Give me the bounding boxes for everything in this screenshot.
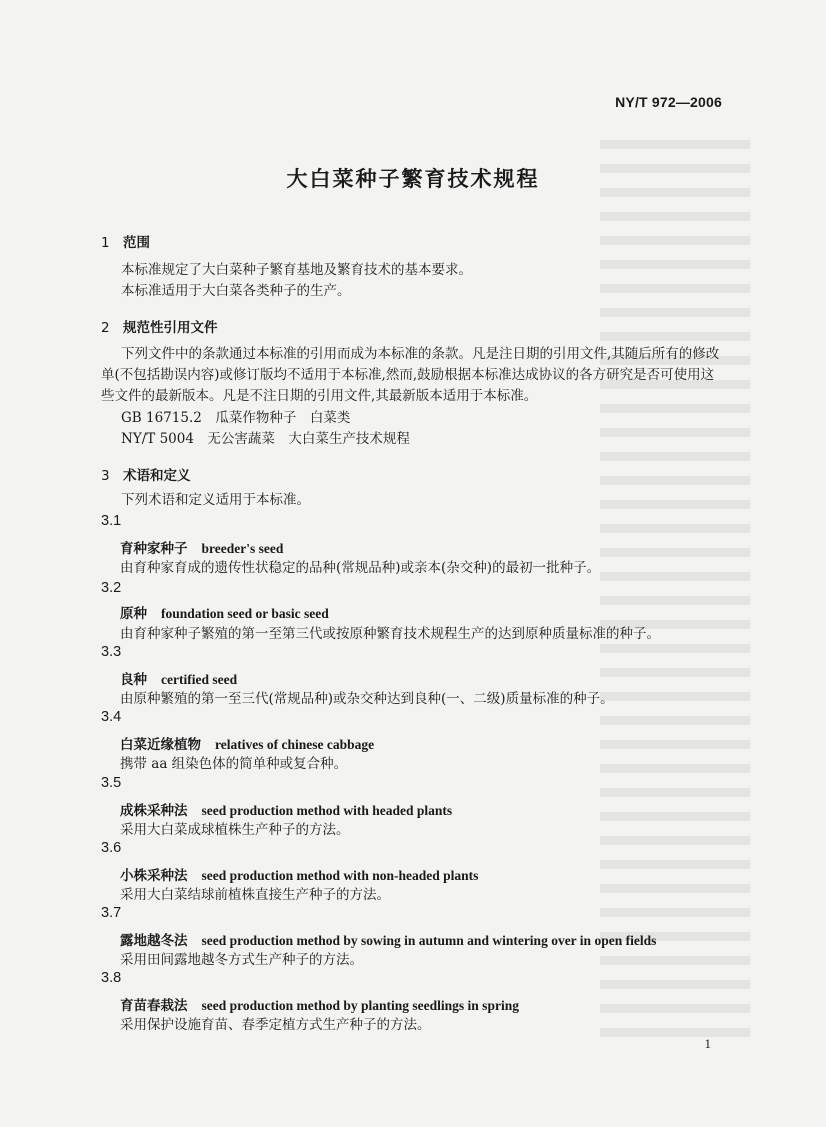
bleed-through-texture xyxy=(600,140,750,1040)
term-number: 3.2 xyxy=(101,580,122,596)
term-chinese: 原种 xyxy=(120,606,147,622)
paragraph: 本标准适用于大白菜各类种子的生产。 xyxy=(121,283,351,299)
section-number: 1 xyxy=(101,235,110,251)
reference-item: GB 16715.2 瓜菜作物种子 白菜类 xyxy=(121,410,351,426)
section-heading-3 xyxy=(101,464,191,484)
term-name xyxy=(120,733,374,753)
term-chinese: 育苗春栽法 xyxy=(120,998,188,1014)
term-name xyxy=(120,929,656,949)
term-chinese: 良种 xyxy=(120,672,147,688)
section-number: 2 xyxy=(101,320,110,336)
paragraph: 下列文件中的条款通过本标准的引用而成为本标准的条款。凡是注日期的引用文件,其随后所有的修改单(不包括勘误内容)或修订版均不适用于本标准,然而,鼓励根据本标准达成协议的各方研究是否可使用这些文件的最新版本。凡是不注日期的引用文件,其最新版本适用于本标准。 xyxy=(101,346,720,404)
term-number: 3.5 xyxy=(101,775,122,791)
term-number: 3.8 xyxy=(101,970,122,986)
term-english: foundation seed or basic seed xyxy=(161,606,329,621)
standard-number: NY/T 972—2006 xyxy=(615,94,722,110)
term-number: 3.7 xyxy=(101,905,122,921)
term-definition: 采用大白菜结球前植株直接生产种子的方法。 xyxy=(120,887,390,903)
term-name xyxy=(120,668,237,688)
term-name xyxy=(120,537,283,557)
term-chinese: 育种家种子 xyxy=(120,541,188,557)
reference-item: NY/T 5004 无公害蔬菜 大白菜生产技术规程 xyxy=(121,431,410,447)
term-definition: 由育种家种子繁殖的第一至第三代或按原种繁育技术规程生产的达到原种质量标准的种子。 xyxy=(120,626,660,642)
term-number: 3.4 xyxy=(101,709,122,725)
term-english: seed production method with non-headed plants xyxy=(201,868,479,883)
term-definition: 采用保护设施育苗、春季定植方式生产种子的方法。 xyxy=(120,1017,431,1033)
term-definition: 由育种家育成的遗传性状稳定的品种(常规品种)或亲本(杂交种)的最初一批种子。 xyxy=(120,560,601,576)
term-english: seed production method by sowing in autumn and wintering over in open fields xyxy=(201,933,657,948)
section-title: 术语和定义 xyxy=(123,468,191,484)
term-number: 3.1 xyxy=(101,513,122,529)
term-english: seed production method with headed plants xyxy=(201,803,453,818)
paragraph: 下列术语和定义适用于本标准。 xyxy=(121,492,310,508)
term-definition: 采用大白菜成球植株生产种子的方法。 xyxy=(120,822,350,838)
term-name xyxy=(120,799,452,819)
paragraph: 本标准规定了大白菜种子繁育基地及繁育技术的基本要求。 xyxy=(121,262,472,278)
section-title: 规范性引用文件 xyxy=(123,320,218,336)
term-chinese: 露地越冬法 xyxy=(120,933,188,949)
term-chinese: 白菜近缘植物 xyxy=(120,737,201,753)
term-english: breeder's seed xyxy=(201,541,284,556)
page-number: 1 xyxy=(704,1036,711,1051)
section-number: 3 xyxy=(101,468,110,484)
term-definition: 由原种繁殖的第一至三代(常规品种)或杂交种达到良种(一、二级)质量标准的种子。 xyxy=(120,691,614,707)
term-name xyxy=(120,864,478,884)
section-title: 范围 xyxy=(123,235,150,251)
term-definition: 携带 aa 组染色体的简单种或复合种。 xyxy=(120,756,348,772)
section-heading-2 xyxy=(101,316,218,336)
term-chinese: 成株采种法 xyxy=(120,803,188,819)
term-english: relatives of chinese cabbage xyxy=(215,737,375,752)
term-name xyxy=(120,994,519,1014)
term-english: seed production method by planting seedlings in spring xyxy=(201,998,519,1013)
term-number: 3.6 xyxy=(101,840,122,856)
term-chinese: 小株采种法 xyxy=(120,868,188,884)
term-english: certified seed xyxy=(161,672,238,687)
term-name xyxy=(120,602,329,622)
term-definition: 采用田间露地越冬方式生产种子的方法。 xyxy=(120,952,363,968)
term-number: 3.3 xyxy=(101,644,122,660)
section-heading-1 xyxy=(101,231,150,251)
document-title: 大白菜种子繁育技术规程 xyxy=(286,167,540,191)
